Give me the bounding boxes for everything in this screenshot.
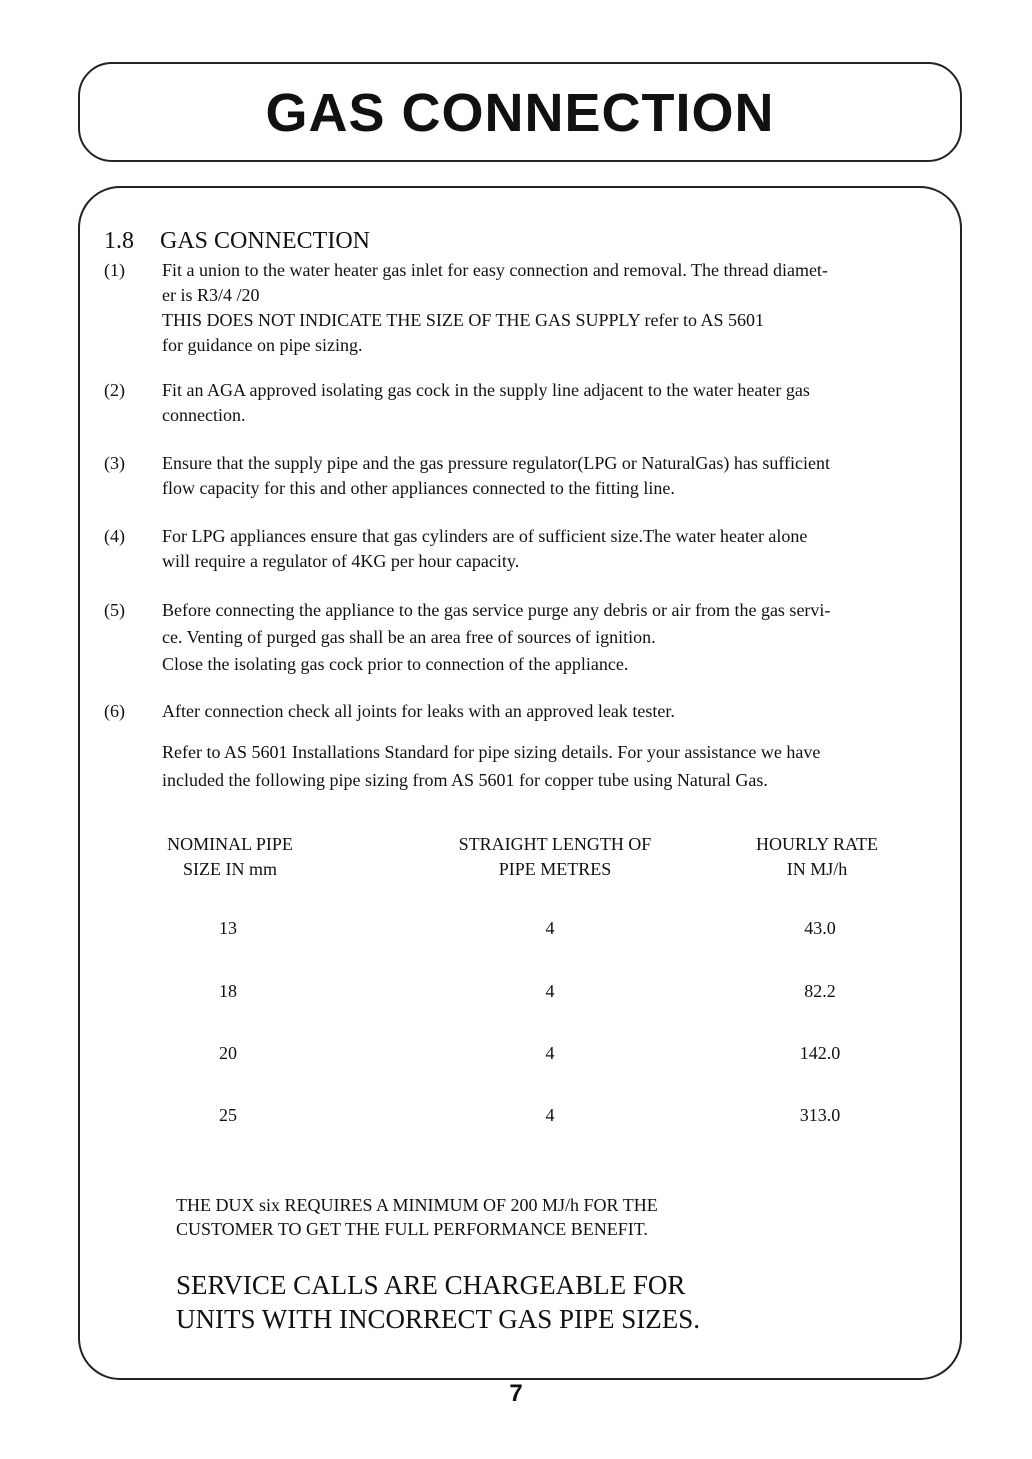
section-title: GAS CONNECTION xyxy=(160,228,370,254)
note-line: CUSTOMER TO GET THE FULL PERFORMANCE BENEFIT. xyxy=(176,1219,648,1239)
reference-paragraph xyxy=(162,738,942,794)
header-line: SIZE IN mm xyxy=(183,859,277,879)
table-cell: 82.2 xyxy=(804,981,836,1001)
table-cell: 4 xyxy=(545,918,555,938)
table-cell: 43.0 xyxy=(804,918,836,938)
item-text: er is R3/4 /20 xyxy=(162,285,260,305)
table-cell: 13 xyxy=(219,918,237,938)
item-label: (2) xyxy=(104,380,125,400)
table-cell: 25 xyxy=(219,1105,237,1125)
item-label: (3) xyxy=(104,453,125,473)
page-title: GAS CONNECTION xyxy=(265,83,775,143)
page-number: 7 xyxy=(509,1380,523,1407)
item-text: for guidance on pipe sizing. xyxy=(162,335,363,355)
section-heading xyxy=(104,228,370,255)
item-text: connection. xyxy=(162,405,246,425)
note xyxy=(176,1193,658,1241)
item-text: Fit an AGA approved isolating gas cock in the supply line adjacent to the water heater gas xyxy=(162,380,810,400)
table-cell: 4 xyxy=(545,1105,555,1125)
item-text: For LPG appliances ensure that gas cylinders are of sufficient size.The water heater alone xyxy=(162,526,808,546)
header-line: HOURLY RATE xyxy=(755,834,879,854)
warning-line: UNITS WITH INCORRECT GAS PIPE SIZES. xyxy=(176,1304,701,1334)
table-cell: 313.0 xyxy=(799,1105,841,1125)
list-item xyxy=(104,524,934,574)
item-text: flow capacity for this and other appliances connected to the fitting line. xyxy=(162,478,675,498)
list-item xyxy=(104,378,934,428)
list-item xyxy=(104,451,934,501)
note-line: THE DUX six REQUIRES A MINIMUM OF 200 MJ/h FOR THE xyxy=(176,1195,658,1215)
list-item xyxy=(104,258,934,358)
item-text: Ensure that the supply pipe and the gas pressure regulator(LPG or NaturalGas) has sufficient xyxy=(162,453,830,473)
table-header-pipe-size xyxy=(140,832,320,882)
table-cell: 20 xyxy=(219,1043,237,1063)
item-text: After connection check all joints for leaks with an approved leak tester. xyxy=(162,701,675,721)
header-line: NOMINAL PIPE xyxy=(167,834,293,854)
item-text: will require a regulator of 4KG per hour capacity. xyxy=(162,551,520,571)
table-header-rate xyxy=(722,832,912,882)
table-cell: 4 xyxy=(545,981,555,1001)
item-text: THIS DOES NOT INDICATE THE SIZE OF THE GAS SUPPLY refer to AS 5601 xyxy=(162,310,765,330)
table-cell: 18 xyxy=(219,981,237,1001)
warning xyxy=(176,1268,700,1336)
table-cell: 4 xyxy=(545,1043,555,1063)
table-header-length xyxy=(425,832,685,882)
table-cell: 142.0 xyxy=(799,1043,841,1063)
list-item xyxy=(104,699,934,724)
item-text: Close the isolating gas cock prior to connection of the appliance. xyxy=(162,654,629,674)
reference-line: Refer to AS 5601 Installations Standard for pipe sizing details. For your assistance we have xyxy=(162,742,821,762)
header-line: PIPE METRES xyxy=(498,859,612,879)
header-box xyxy=(78,62,962,162)
header-line: STRAIGHT LENGTH OF xyxy=(458,834,652,854)
warning-line: SERVICE CALLS ARE CHARGEABLE FOR xyxy=(176,1270,686,1300)
section-number: 1.8 xyxy=(104,228,134,254)
item-text: ce. Venting of purged gas shall be an area free of sources of ignition. xyxy=(162,627,656,647)
item-label: (6) xyxy=(104,701,125,721)
item-label: (4) xyxy=(104,526,125,546)
item-label: (1) xyxy=(104,260,125,280)
header-line: IN MJ/h xyxy=(786,859,848,879)
item-text: Before connecting the appliance to the gas service purge any debris or air from the gas servi- xyxy=(162,600,831,620)
item-label: (5) xyxy=(104,600,125,620)
list-item xyxy=(104,597,934,678)
item-text: Fit a union to the water heater gas inlet for easy connection and removal. The thread diamet- xyxy=(162,260,828,280)
reference-line: included the following pipe sizing from AS 5601 for copper tube using Natural Gas. xyxy=(162,770,768,790)
